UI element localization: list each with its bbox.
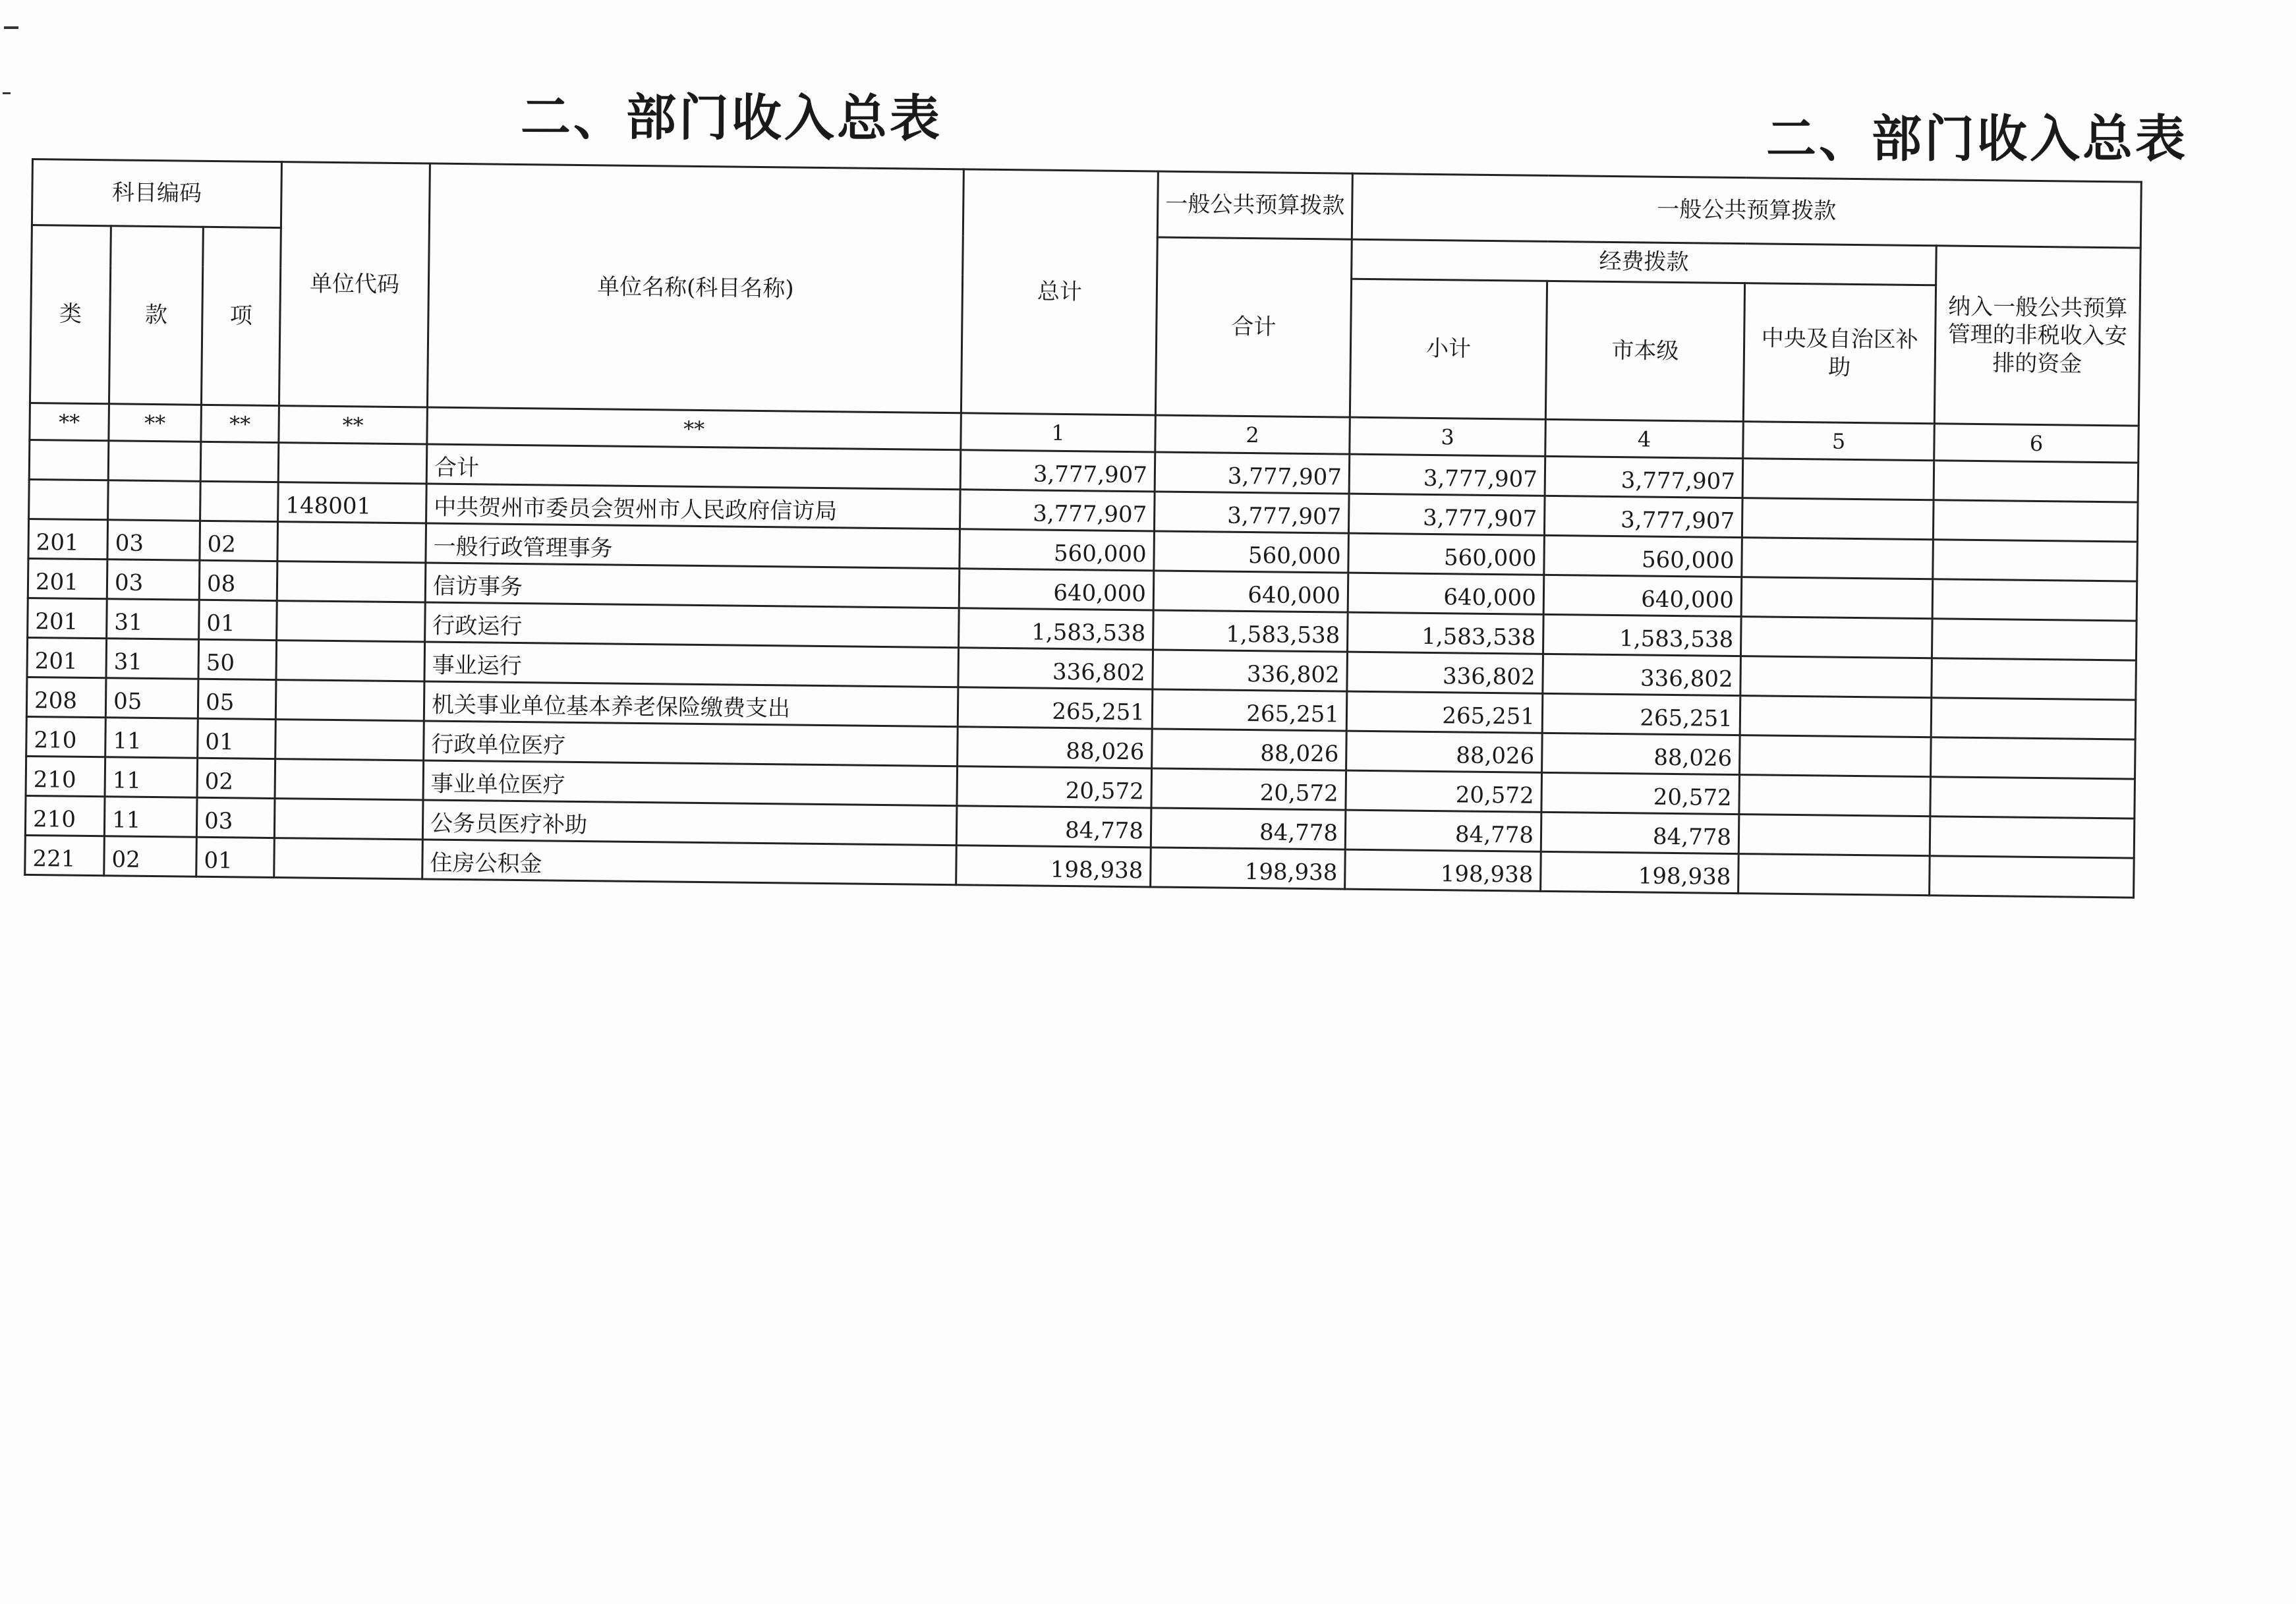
cell-zhongyang-buzhu <box>1739 775 1931 816</box>
header-xiaoji: 小计 <box>1350 279 1547 419</box>
cell-unit-name: 事业运行 <box>424 642 959 687</box>
cell-feishui <box>1931 737 2136 779</box>
cell-feishui <box>1934 461 2138 502</box>
cell-kuan <box>108 441 201 482</box>
cell-feishui <box>1930 777 2135 818</box>
cell-lei: 210 <box>26 716 106 757</box>
cell-xiang: 50 <box>198 639 277 679</box>
cell-heji: 84,778 <box>1151 808 1346 849</box>
cell-lei: 201 <box>27 637 107 677</box>
cell-lei: 210 <box>25 795 105 836</box>
cell-zhongyang-buzhu <box>1742 538 1934 579</box>
cell-unit-name: 公务员医疗补助 <box>422 800 957 845</box>
cell-xiang <box>200 442 279 482</box>
cell-total: 336,802 <box>958 648 1153 689</box>
cell-unit-code <box>278 443 427 484</box>
cell-kuan: 11 <box>105 757 198 798</box>
cell-xiaoji: 198,938 <box>1345 849 1541 891</box>
index-cell: 3 <box>1350 417 1546 456</box>
header-kemu-bianma: 科目编码 <box>32 159 281 228</box>
cell-unit-name: 机关事业单位基本养老保险缴费支出 <box>424 681 958 727</box>
index-cell: 2 <box>1155 415 1350 454</box>
cell-unit-code <box>276 641 425 681</box>
header-xiang: 项 <box>201 227 281 405</box>
index-cell: ** <box>30 403 109 440</box>
cell-feishui <box>1930 816 2135 858</box>
cell-zhongyang-buzhu <box>1740 735 1932 777</box>
cell-zhongyang-buzhu <box>1738 854 1930 896</box>
cell-heji: 265,251 <box>1152 689 1347 731</box>
cell-feishui <box>1932 619 2137 660</box>
cell-xiaoji: 560,000 <box>1348 533 1545 575</box>
cell-xiaoji: 84,778 <box>1345 810 1541 851</box>
cell-unit-name: 信访事务 <box>425 563 960 608</box>
index-cell: 6 <box>1934 424 2139 463</box>
index-cell: ** <box>109 404 202 442</box>
cell-lei: 201 <box>28 519 108 559</box>
cell-unit-code: 148001 <box>278 482 427 523</box>
cell-unit-name: 行政运行 <box>425 602 960 648</box>
index-cell: 4 <box>1545 419 1744 458</box>
cell-kuan: 03 <box>107 520 200 561</box>
header-lei: 类 <box>30 225 111 404</box>
cell-kuan: 11 <box>105 718 198 759</box>
cell-lei: 201 <box>28 598 107 638</box>
cell-kuan: 31 <box>106 639 199 679</box>
cell-xiaoji: 336,802 <box>1347 652 1543 693</box>
page-title-right: 二、部门收入总表 <box>1766 109 2188 168</box>
index-cell: ** <box>279 406 428 444</box>
cell-xiang: 01 <box>198 718 276 759</box>
cell-heji: 640,000 <box>1153 571 1348 612</box>
cell-heji: 88,026 <box>1152 729 1347 770</box>
cell-total: 560,000 <box>960 529 1155 571</box>
cell-xiaoji: 3,777,907 <box>1349 454 1545 496</box>
cell-total: 198,938 <box>956 845 1151 887</box>
cell-lei: 208 <box>26 677 106 717</box>
cell-total: 3,777,907 <box>960 490 1155 531</box>
cell-unit-code <box>277 601 426 642</box>
cell-unit-name: 中共贺州市委员会贺州市人民政府信访局 <box>426 484 961 529</box>
cell-shibenji: 20,572 <box>1541 772 1740 814</box>
cell-xiang <box>200 481 279 521</box>
index-cell: 1 <box>961 413 1156 452</box>
cell-shibenji: 198,938 <box>1541 851 1739 893</box>
cell-feishui <box>1932 579 2137 621</box>
cell-unit-code <box>275 680 424 721</box>
cell-total: 640,000 <box>959 569 1154 610</box>
table-body <box>25 440 2138 898</box>
cell-zhongyang-buzhu <box>1738 815 1930 856</box>
header-zongji: 总计 <box>961 169 1158 415</box>
cell-lei: 210 <box>26 756 105 796</box>
cell-shibenji: 265,251 <box>1542 693 1740 735</box>
cell-xiang: 03 <box>196 797 275 838</box>
cell-total: 265,251 <box>958 687 1153 729</box>
cell-unit-name: 一般行政管理事务 <box>426 523 960 569</box>
cell-heji: 1,583,538 <box>1153 610 1348 652</box>
cell-shibenji: 3,777,907 <box>1545 456 1743 498</box>
cell-total: 88,026 <box>958 727 1153 768</box>
cell-xiang: 01 <box>196 837 275 877</box>
cell-xiang: 08 <box>199 560 277 600</box>
cell-feishui <box>1930 856 2135 898</box>
cell-unit-name: 事业单位医疗 <box>423 760 958 806</box>
scan-edge-mark <box>4 26 18 29</box>
header-feishui: 纳入一般公共预算管理的非税收入安排的资金 <box>1934 246 2140 426</box>
cell-total: 20,572 <box>957 766 1152 808</box>
cell-zhongyang-buzhu <box>1742 498 1934 540</box>
cell-xiaoji: 20,572 <box>1346 770 1542 812</box>
cell-heji: 560,000 <box>1154 531 1349 573</box>
cell-kuan: 02 <box>104 836 197 877</box>
cell-kuan: 11 <box>104 797 197 838</box>
cell-unit-code <box>275 720 424 760</box>
cell-unit-name: 行政单位医疗 <box>424 721 958 766</box>
cell-shibenji: 560,000 <box>1544 535 1742 577</box>
cell-heji: 3,777,907 <box>1154 492 1349 533</box>
cell-xiang: 01 <box>199 600 277 640</box>
cell-lei <box>29 440 109 480</box>
cell-zhongyang-buzhu <box>1742 459 1934 500</box>
cell-kuan: 31 <box>107 599 200 640</box>
cell-heji: 198,938 <box>1151 847 1346 889</box>
header-ybggys-bokuan-wide: 一般公共预算拨款 <box>1352 173 2141 248</box>
cell-shibenji: 640,000 <box>1543 575 1742 616</box>
cell-zhongyang-buzhu <box>1740 617 1932 658</box>
cell-unit-name: 合计 <box>426 444 961 490</box>
cell-zhongyang-buzhu <box>1740 656 1932 698</box>
cell-lei: 221 <box>25 835 105 875</box>
cell-xiang: 02 <box>197 758 275 798</box>
scan-edge-mark <box>3 92 11 94</box>
cell-total: 1,583,538 <box>959 608 1154 650</box>
cell-unit-code <box>274 838 423 879</box>
cell-unit-name: 住房公积金 <box>422 840 957 885</box>
cell-lei <box>29 479 109 519</box>
cell-unit-code <box>277 522 426 563</box>
cell-total: 3,777,907 <box>960 450 1155 492</box>
cell-unit-code <box>277 561 426 602</box>
cell-xiang: 02 <box>200 521 278 561</box>
cell-xiaoji: 88,026 <box>1346 731 1543 772</box>
cell-feishui <box>1931 698 2136 739</box>
cell-unit-code <box>274 799 423 840</box>
cell-lei: 201 <box>28 558 107 598</box>
cell-xiaoji: 1,583,538 <box>1348 612 1544 654</box>
header-danwei-daima: 单位代码 <box>279 162 430 407</box>
cell-shibenji: 3,777,907 <box>1544 496 1742 537</box>
cell-xiaoji: 265,251 <box>1346 691 1543 733</box>
index-cell: ** <box>427 407 961 450</box>
cell-kuan: 05 <box>105 678 198 719</box>
cell-zhongyang-buzhu <box>1740 696 1932 737</box>
header-kuan: 款 <box>109 226 203 405</box>
page-title-left: 二、部门收入总表 <box>520 87 943 148</box>
cell-heji: 3,777,907 <box>1155 452 1350 494</box>
table-header <box>30 159 2141 463</box>
header-heji: 合计 <box>1155 237 1352 417</box>
cell-feishui <box>1932 658 2137 700</box>
cell-kuan <box>108 480 201 521</box>
cell-shibenji: 336,802 <box>1543 654 1741 695</box>
cell-feishui <box>1933 540 2138 581</box>
header-jingfei-bokuan: 经费拨款 <box>1352 239 1937 285</box>
header-ybggys-bokuan-top: 一般公共预算拨款 <box>1157 171 1352 239</box>
cell-zhongyang-buzhu <box>1741 577 1933 619</box>
cell-shibenji: 1,583,538 <box>1543 614 1741 656</box>
cell-heji: 20,572 <box>1151 768 1346 810</box>
index-cell: 5 <box>1743 422 1935 461</box>
cell-heji: 336,802 <box>1153 650 1348 691</box>
cell-xiang: 05 <box>198 679 276 719</box>
cell-feishui <box>1933 500 2138 542</box>
cell-shibenji: 88,026 <box>1542 733 1740 774</box>
cell-total: 84,778 <box>956 806 1151 847</box>
cell-kuan: 03 <box>107 559 200 600</box>
cell-shibenji: 84,778 <box>1541 812 1739 853</box>
header-zhongyang-buzhu: 中央及自治区补助 <box>1743 283 1936 424</box>
income-summary-sheet <box>24 158 2140 899</box>
income-summary-table <box>24 158 2142 899</box>
header-shibenji: 市本级 <box>1545 281 1744 421</box>
cell-xiaoji: 3,777,907 <box>1348 494 1545 535</box>
header-danwei-mingcheng: 单位名称(科目名称) <box>427 163 963 413</box>
cell-unit-code <box>275 759 424 800</box>
index-cell: ** <box>201 405 279 442</box>
cell-xiaoji: 640,000 <box>1348 573 1544 614</box>
